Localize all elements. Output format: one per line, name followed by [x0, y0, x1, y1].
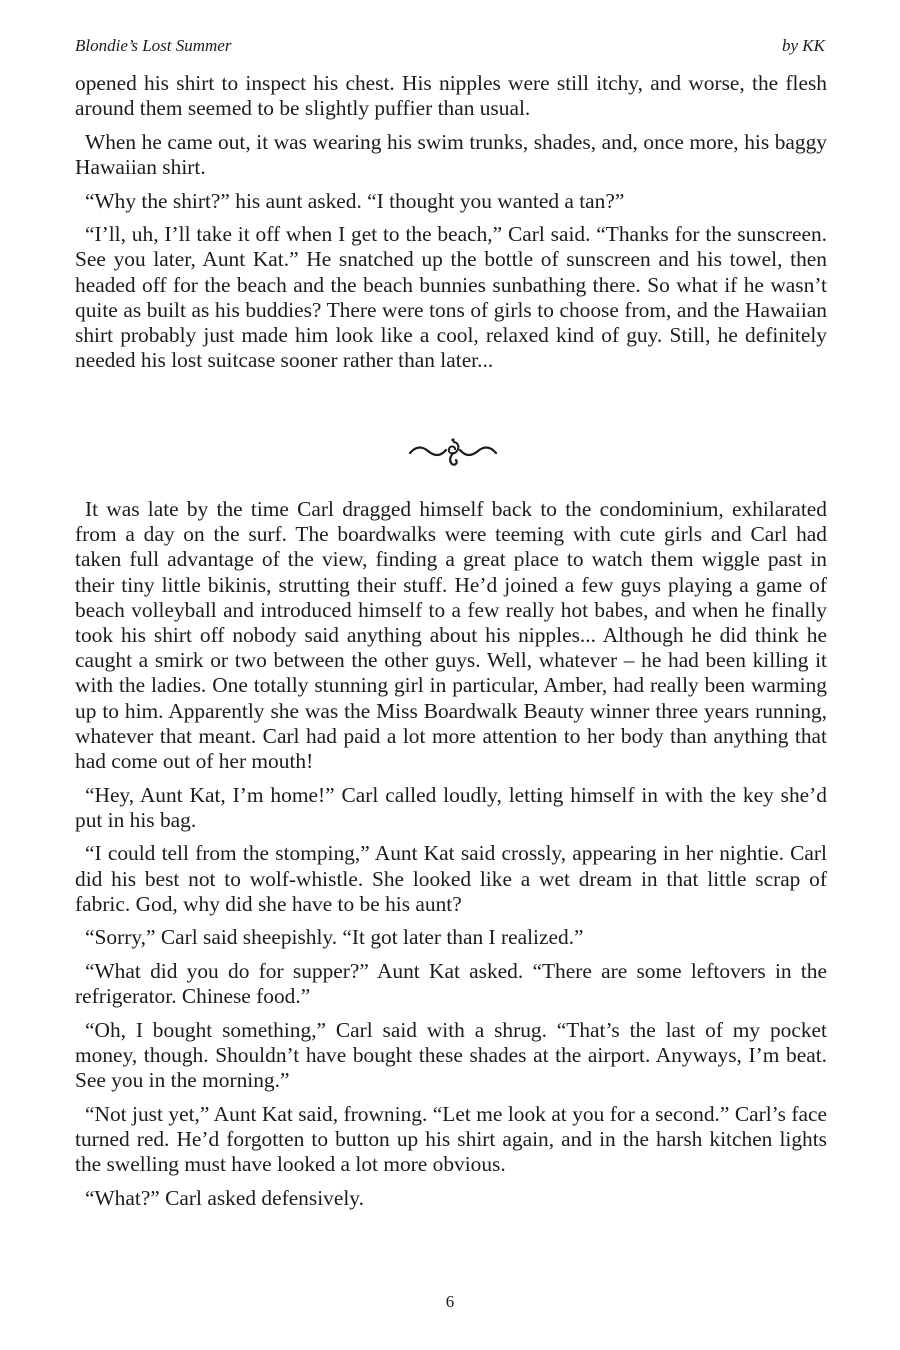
- paragraph: “I’ll, uh, I’ll take it off when I get to the beach,” Carl said. “Thanks for the sunscreen. See you later, Aunt Kat.” He snatched up the bottle of sunscreen and his towel, then headed off for the beach and the beach bunnies sunbathing there. So what if he wasn’t quite as built as his buddies? There were tons of girls to choose from, and the Hawaiian shirt probably just made him look like a cool, relaxed kind of guy. Still, he definitely needed his lost suitcase sooner rather than later...: [75, 222, 827, 373]
- page-number: 6: [445, 1292, 455, 1311]
- paragraph: “Not just yet,” Aunt Kat said, frowning. “Let me look at you for a second.” Carl’s face turned red. He’d forgotten to button up his shirt again, and in the harsh kitchen lights the swelling must have looked a lot more obvious.: [75, 1101, 827, 1177]
- scroll-flourish-divider-icon: [407, 437, 499, 467]
- paragraph: “Hey, Aunt Kat, I’m home!” Carl called loudly, letting himself in with the key she’d put in his bag.: [75, 782, 827, 832]
- text-section-1: [75, 71, 827, 382]
- paragraph: “Oh, I bought something,” Carl said with a shrug. “That’s the last of my pocket money, though. Shouldn’t have bought these shades at the airport. Anyways, I’m beat. See you in the morning.”: [75, 1017, 827, 1093]
- paragraph: “What?” Carl asked defensively.: [85, 1185, 364, 1210]
- author-credit: by KK: [782, 36, 825, 55]
- running-header: [75, 36, 825, 56]
- paragraph: opened his shirt to inspect his chest. His nipples were still itchy, and worse, the flesh around them seemed to be slightly puffier than usual.: [75, 71, 827, 121]
- paragraph: It was late by the time Carl dragged himself back to the condominium, exhilarated from a day on the surf. The boardwalks were teeming with cute girls and Carl had taken full advantage of the view, finding a great place to watch them wiggle past in their tiny little bikinis, strutting their stuff. He’d joined a few guys playing a game of beach volleyball and introduced himself to a few really hot babes, and when he finally took his shirt off nobody said anything about his nipples... Although he did think he caught a smirk or two between the other guys. Well, whatever – he had been killing it with the ladies. One totally stunning girl in particular, Amber, had really been warming up to him. Apparently she was the Miss Boardwalk Beauty winner three years running, whatever that meant. Carl had paid a lot more attention to her body than anything that had come out of her mouth!: [75, 497, 827, 774]
- paragraph: “Why the shirt?” his aunt asked. “I thought you wanted a tan?”: [85, 188, 625, 213]
- paragraph: “Sorry,” Carl said sheepishly. “It got later than I realized.”: [85, 925, 584, 950]
- text-section-2: [75, 497, 827, 1219]
- book-title: Blondie’s Lost Summer: [75, 36, 232, 55]
- paragraph: “I could tell from the stomping,” Aunt Kat said crossly, appearing in her nightie. Carl did his best not to wolf-whistle. She looked like a wet dream in that little scrap of fabric. God, why did she have to be his aunt?: [75, 841, 827, 916]
- paragraph: “What did you do for supper?” Aunt Kat asked. “There are some leftovers in the refrigerator. Chinese food.”: [75, 959, 827, 1009]
- paragraph: When he came out, it was wearing his swim trunks, shades, and, once more, his baggy Hawaiian shirt.: [75, 129, 827, 179]
